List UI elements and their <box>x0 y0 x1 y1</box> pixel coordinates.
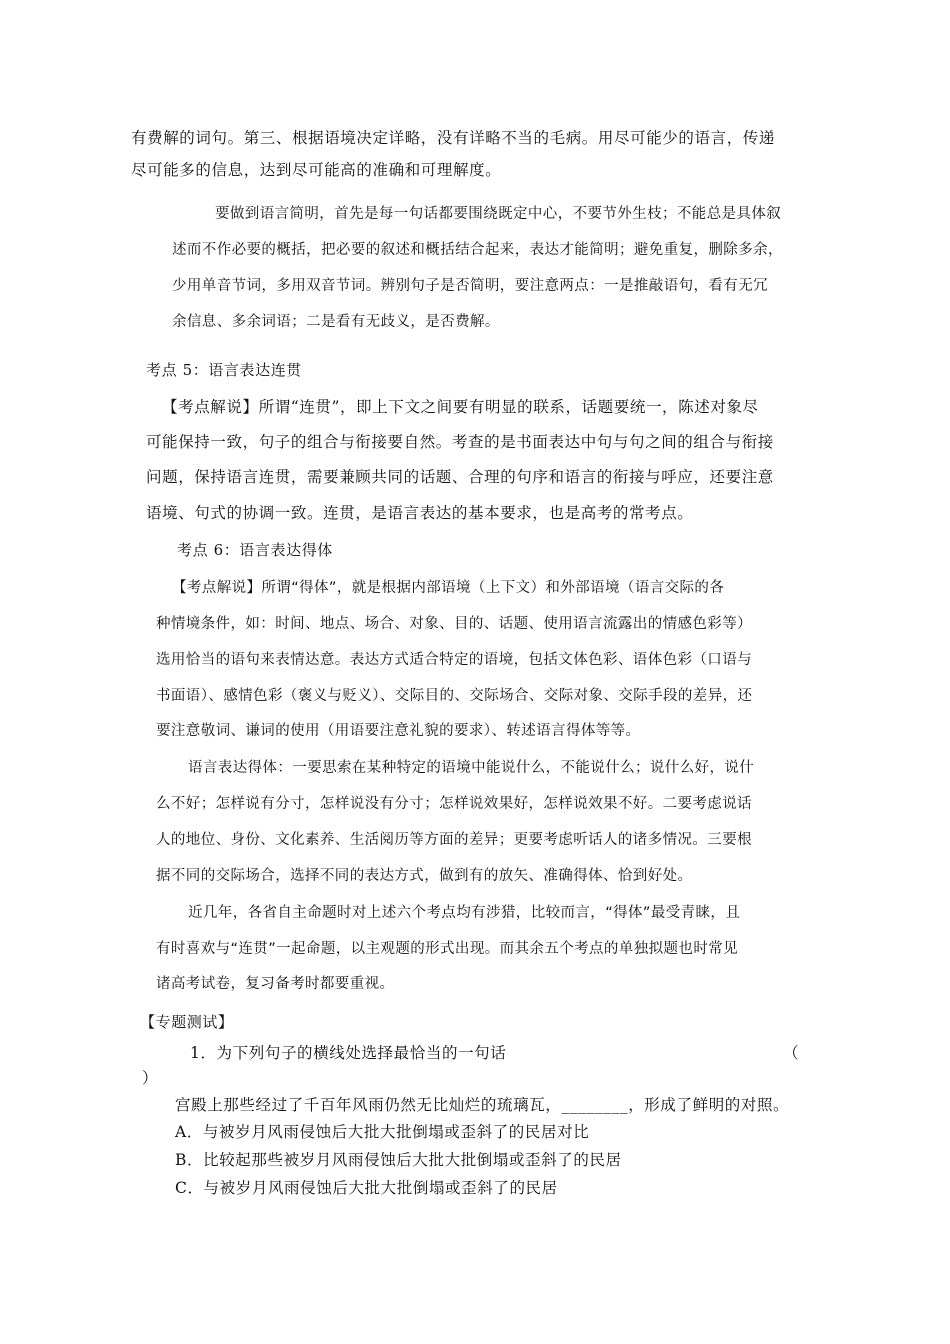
concise-line: 少用单音节词，多用双音节词。辨别句子是否简明，要注意两点：一是推敲语句，看有无冗 <box>172 278 768 294</box>
section6-line: 种情境条件，如：时间、地点、场合、对象、目的、话题、使用语言流露出的情感色彩等） <box>156 616 752 632</box>
recent-line: 有时喜欢与“连贯”一起命题，以主观题的形式出现。而其余五个考点的单独拟题也时常见 <box>156 941 739 957</box>
section5-heading: 考点 5：语言表达连贯 <box>146 361 302 379</box>
recent-line: 诸高考试卷，复习备考时都要重视。 <box>156 976 395 992</box>
section6-line: 选用恰当的语句来表情达意。表达方式适合特定的语境，包括文体色彩、语体色彩（口语与 <box>156 652 752 668</box>
option-c: C．与被岁月风雨侵蚀后大批大批倒塌或歪斜了的民居 <box>175 1179 558 1197</box>
question-stem: 1．为下列句子的横线处选择最恰当的一句话 <box>190 1044 507 1062</box>
option-a: A．与被岁月风雨侵蚀后大批大批倒塌或歪斜了的民居对比 <box>175 1123 590 1141</box>
test-heading: 【专题测试】 <box>140 1013 234 1031</box>
section5-line: 语境、句式的协调一致。连贯，是语言表达的基本要求，也是高考的常考点。 <box>146 504 694 522</box>
section6-line: 要注意敬词、谦词的使用（用语要注意礼貌的要求）、转述语言得体等等。 <box>156 723 641 739</box>
option-b: B．比较起那些被岁月风雨侵蚀后大批大批倒塌或歪斜了的民居 <box>175 1151 622 1169</box>
answer-paren-close: ） <box>142 1069 159 1087</box>
intro-line: 有费解的词句。第三、根据语境决定详略，没有详略不当的毛病。用尽可能少的语言，传递 <box>131 129 776 147</box>
section5-line: 【考点解说】所谓“连贯”，即上下文之间要有明显的联系，话题要统一，陈述对象尽 <box>162 398 759 416</box>
concise-line: 述而不作必要的概括，把必要的叙述和概括结合起来，表达才能简明；避免重复，删除多余， <box>172 242 783 258</box>
recent-line: 近几年，各省自主命题时对上述六个考点均有涉猎，比较而言，“得体”最受青睐，且 <box>188 905 741 921</box>
section5-line: 可能保持一致，句子的组合与衔接要自然。考查的是书面表达中句与句之间的组合与衔接 <box>146 433 774 451</box>
question-sentence: 宫殿上那些经过了千百年风雨仍然无比灿烂的琉璃瓦，________，形成了鲜明的对照。 <box>175 1096 790 1114</box>
section6-heading: 考点 6：语言表达得体 <box>177 541 333 559</box>
concise-line: 余信息、多余词语；二是看有无歧义，是否费解。 <box>172 314 500 330</box>
appropriate-line: 么不好；怎样说有分寸，怎样说没有分寸；怎样说效果好，怎样说效果不好。二要考虑说话 <box>156 796 752 812</box>
appropriate-line: 据不同的交际场合，选择不同的表达方式，做到有的放矢、准确得体、恰到好处。 <box>156 868 693 884</box>
answer-paren-open: （ <box>783 1044 800 1062</box>
appropriate-line: 人的地位、身份、文化素养、生活阅历等方面的差异；更要考虑听话人的诸多情况。三要根 <box>156 832 752 848</box>
section6-line: 【考点解说】所谓“得体”，就是根据内部语境（上下文）和外部语境（语言交际的各 <box>172 580 725 596</box>
section5-line: 问题，保持语言连贯，需要兼顾共同的话题、合理的句序和语言的衔接与呼应，还要注意 <box>146 468 774 486</box>
appropriate-line: 语言表达得体：一要思索在某种特定的语境中能说什么，不能说什么；说什么好，说什 <box>188 760 755 776</box>
section6-line: 书面语）、感情色彩（褒义与贬义）、交际目的、交际场合、交际对象、交际手段的差异，还 <box>156 688 753 704</box>
concise-line: 要做到语言简明，首先是每一句话都要围绕既定中心，不要节外生枝；不能总是具体叙 <box>215 206 782 222</box>
intro-line: 尽可能多的信息，达到尽可能高的准确和可理解度。 <box>131 161 502 179</box>
